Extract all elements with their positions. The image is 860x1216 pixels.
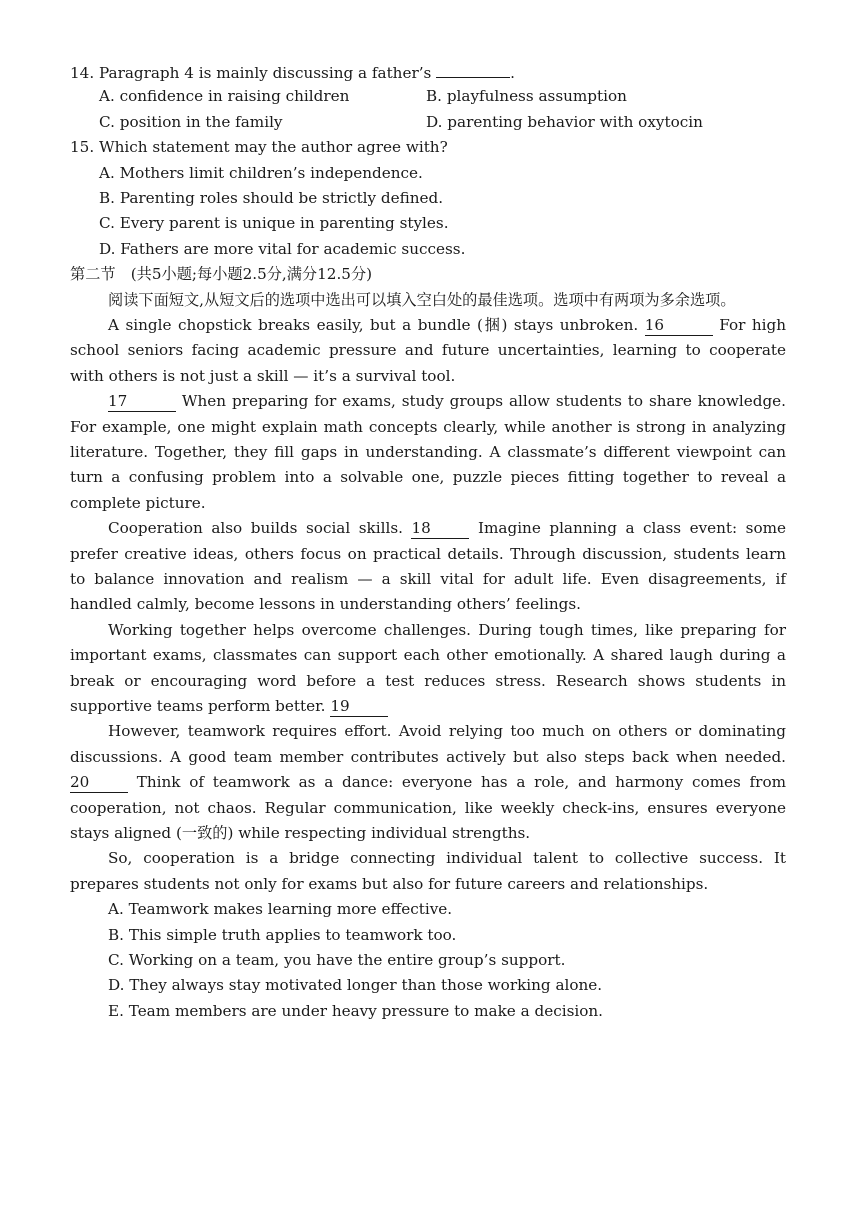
paragraph-text: For high school seniors facing academic pressure and future uncertainties, learning to cooperate with others is not just a skill — it’s a survival tool. — [70, 315, 786, 385]
option-d: D. Fathers are more vital for academic success. — [99, 239, 466, 258]
section-heading: 第二节 (共5小题;每小题2.5分,满分12.5分) — [70, 265, 373, 284]
paragraph-text: Think of teamwork as a dance: everyone has a role, and harmony comes from cooperation, not chaos. Regular communication, like weekly check-ins, ensures everyone stays aligned (一致的) while respecting individual strengths. — [70, 773, 786, 843]
blank-19: 19 — [330, 697, 388, 717]
paragraph-text: Working together helps overcome challenges. During tough times, like preparing for important exams, classmates can support each other emotionally. A shared laugh during a break or encouraging word before a test reduces stress. Research shows students in supportive teams perform better. — [70, 620, 786, 716]
section-instruction: 阅读下面短文,从短文后的选项中选出可以填入空白处的最佳选项。选项中有两项为多余选项。 — [108, 290, 736, 309]
option-a: A. Mothers limit children’s independence. — [99, 163, 423, 182]
question-15-stem: 15. Which statement may the author agree with? — [70, 138, 448, 157]
passage-paragraph-4 — [70, 618, 786, 720]
passage-paragraph-5 — [70, 719, 786, 846]
blank-16: 16 — [645, 316, 713, 336]
paragraph-text: However, teamwork requires effort. Avoid relying too much on others or dominating discussions. A good team member contributes actively but also steps back when needed. — [70, 722, 786, 766]
choice-a: A. Teamwork makes learning more effective. — [108, 900, 453, 919]
question-14-period: . — [510, 64, 515, 82]
exam-page — [70, 59, 786, 1024]
blank-17: 17 — [108, 392, 176, 412]
question-14-options-row-2 — [70, 110, 786, 135]
paragraph-text: Cooperation also builds social skills. — [108, 519, 412, 538]
blank-18: 18 — [411, 519, 469, 539]
question-14-stem: 14. Paragraph 4 is mainly discussing a father’s — [70, 64, 432, 82]
choice-d: D. They always stay motivated longer than those working alone. — [108, 976, 603, 995]
option-c: C. position in the family — [99, 112, 283, 131]
passage-paragraph-6: So, cooperation is a bridge connecting individual talent to collective success. It prepares students not only for exams but also for future careers and relationships. — [70, 849, 786, 893]
passage-paragraph-2 — [70, 389, 786, 516]
passage-paragraph-1 — [70, 313, 786, 389]
option-b: B. Parenting roles should be strictly defined. — [99, 188, 444, 207]
option-a: A. confidence in raising children — [99, 87, 350, 106]
question-14 — [70, 59, 786, 84]
choice-c: C. Working on a team, you have the entire group’s support. — [108, 951, 566, 970]
passage-paragraph-3 — [70, 516, 786, 618]
option-d: D. parenting behavior with oxytocin — [426, 112, 703, 131]
option-c: C. Every parent is unique in parenting styles. — [99, 214, 449, 233]
option-b: B. playfulness assumption — [426, 87, 627, 106]
paragraph-text: Imagine planning a class event: some prefer creative ideas, others focus on practical details. Through discussion, students learn to balance innovation and realism — a skill vital for adult life. Even disagreements, if handled calmly, become lessons in understanding others’ feelings. — [70, 519, 786, 614]
paragraph-text: When preparing for exams, study groups allow students to share knowledge. For example, one might explain math concepts clearly, while another is strong in analyzing literature. Together, they fill gaps in understanding. A classmate’s different viewpoint can turn a confusing problem into a solvable one, puzzle pieces fitting together to reveal a complete picture. — [70, 392, 786, 512]
blank-20: 20 — [70, 773, 128, 793]
question-14-options-row-1 — [70, 84, 786, 109]
paragraph-text: A single chopstick breaks easily, but a bundle (捆) stays unbroken. — [108, 315, 645, 334]
choice-e: E. Team members are under heavy pressure to make a decision. — [108, 1001, 603, 1020]
choice-b: B. This simple truth applies to teamwork too. — [108, 925, 457, 944]
answer-blank — [436, 59, 510, 78]
